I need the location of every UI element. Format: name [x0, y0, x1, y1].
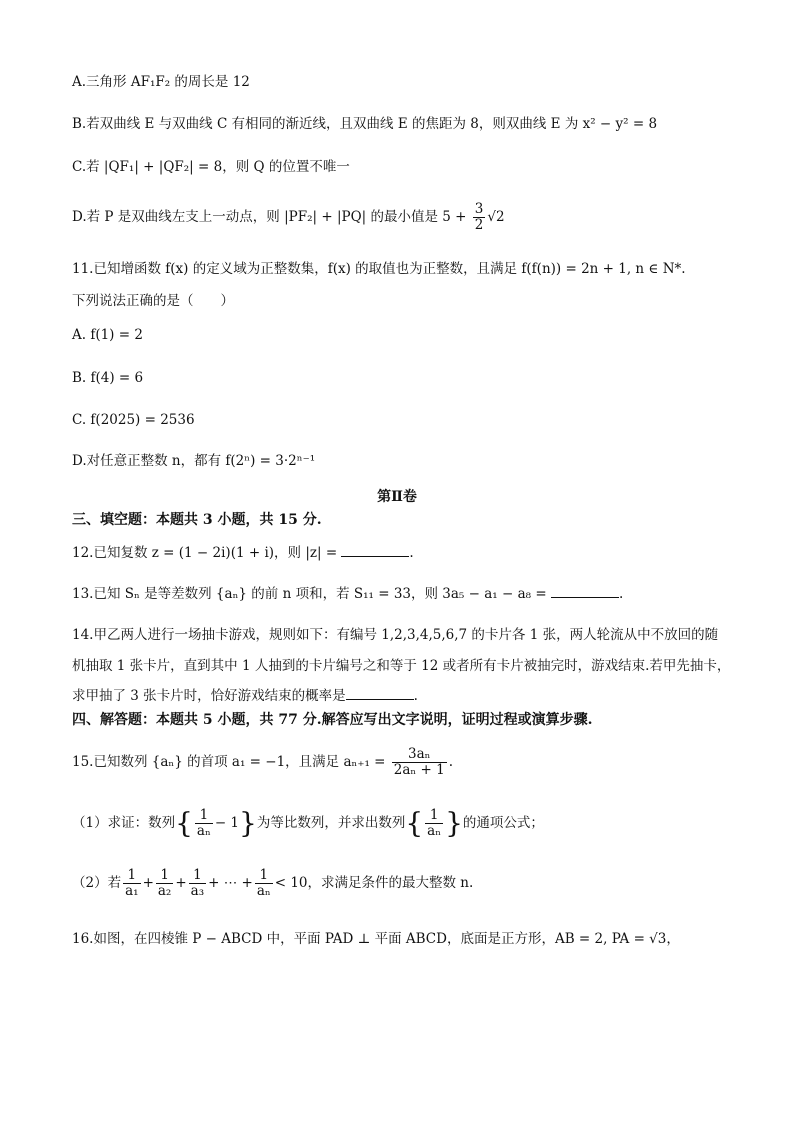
section3-heading: 三、填空题：本题共 3 小题，共 15 分.	[72, 512, 322, 528]
q15-part2-prefix: （2）若	[72, 875, 122, 891]
q12-answer-blank	[341, 544, 409, 557]
q10-option-c: C.若 |QF₁| + |QF₂| = 8，则 Q 的位置不唯一	[72, 159, 350, 175]
q15-stem-text: 15.已知数列 {aₙ} 的首项 a₁ = −1，且满足 aₙ₊₁ =	[72, 754, 390, 770]
q11-option-b: B. f(4) = 6	[72, 370, 144, 386]
q15-part2-fracn: $\frac{1}{\text{aₙ}}$	[256, 867, 271, 899]
q15-part1: （1）求证：数列{ $\frac{1}{\text{aₙ}}$ − 1}为等比数列，并求出数列{ $\frac{1}{\text{aₙ}}$ }的通项公式；	[72, 806, 544, 840]
q13: 13.已知 Sₙ 是等差数列 {aₙ} 的前 n 项和，若 S₁₁ = 33，则 3a₅ − a₁ − a₈ = .	[72, 586, 624, 602]
q15-part1-prefix: （1）求证：数列	[72, 815, 176, 831]
q14-line1: 14.甲乙两人进行一场抽卡游戏，规则如下：有编号 1,2,3,4,5,6,7 的卡片各 1 张，两人轮流从中不放回的随	[72, 627, 719, 643]
part2-title: 第Ⅱ卷	[377, 489, 417, 505]
q15-part2-frac1: $\frac{1}{\text{a₁}}$	[125, 867, 139, 899]
q11-option-c: C. f(2025) = 2536	[72, 412, 195, 428]
q15-part2-frac2: $\frac{1}{\text{a₂}}$	[157, 867, 172, 899]
q15-recurrence-fraction: $\frac{\text{3aₙ}}{\text{2aₙ + 1}}$	[393, 746, 445, 778]
q15-part2-dots: + ⋯ +	[208, 875, 253, 891]
q11-option-a: A. f(1) = 2	[72, 327, 143, 343]
q13-answer-blank	[551, 585, 619, 598]
q10-option-d-sqrt: √2	[487, 209, 505, 225]
q11-option-d: D.对任意正整数 n，都有 f(2ⁿ) = 3·2ⁿ⁻¹	[72, 453, 316, 469]
q15-part2: （2）若 $\frac{1}{\text{a₁}}$ + $\frac{1}{\text{a₂}}$ + $\frac{1}{\text{a₃}}$ + ⋯ + $\frac{1}{\text{aₙ}}$ < 10，求满足条件的最大整数 n.	[72, 867, 474, 899]
q15-part2-frac3: $\frac{1}{\text{a₃}}$	[190, 867, 205, 899]
q16-stem: 16.如图，在四棱锥 P − ABCD 中，平面 PAD ⊥ 平面 ABCD，底面是正方形，AB = 2, PA = √3，	[72, 931, 680, 947]
q15-part1-fraction2: $\frac{1}{\text{aₙ}}$	[427, 807, 442, 839]
q10-option-d-text: D.若 P 是双曲线左支上一动点，则 |PF₂| + |PQ| 的最小值是 5 +	[72, 209, 471, 225]
q13-text: 13.已知 Sₙ 是等差数列 {aₙ} 的前 n 项和，若 S₁₁ = 33，则 3a₅ − a₁ − a₈ =	[72, 586, 551, 602]
q15-stem: 15.已知数列 {aₙ} 的首项 a₁ = −1，且满足 aₙ₊₁ = $\frac{\text{3aₙ}}{\text{2aₙ + 1}}$ .	[72, 746, 454, 778]
q10-option-d	[72, 200, 505, 234]
q15-part1-minus-one: − 1	[214, 815, 240, 831]
section4-heading: 四、解答题：本题共 5 小题，共 77 分.解答应写出文字说明，证明过程或演算步骤.	[72, 712, 593, 728]
q15-part2-condition: < 10，求满足条件的最大整数 n.	[274, 875, 474, 891]
q11-stem-line1: 11.已知增函数 f(x) 的定义域为正整数集，f(x) 的取值也为正整数，且满足 f(f(n)) = 2n + 1, n ∈ N*.	[72, 261, 686, 277]
q14-line2: 机抽取 1 张卡片，直到其中 1 人抽到的卡片编号之和等于 12 或者所有卡片被抽完时，游戏结束.若甲先抽卡，	[72, 658, 731, 674]
q12-text: 12.已知复数 z = (1 − 2i)(1 + i)，则 |z| =	[72, 545, 342, 561]
q15-part1-fraction: $\frac{1}{\text{aₙ}}$	[196, 807, 211, 839]
q14-text: 求甲抽了 3 张卡片时，恰好游戏结束的概率是	[72, 688, 346, 704]
q14-line3: 求甲抽了 3 张卡片时，恰好游戏结束的概率是 .	[72, 688, 418, 704]
q10-option-d-fraction: $\frac{3}{2}$	[474, 201, 484, 233]
q15-part1-text: 为等比数列，并求出数列	[256, 815, 406, 831]
q14-answer-blank	[346, 687, 414, 700]
q12: 12.已知复数 z = (1 − 2i)(1 + i)，则 |z| = .	[72, 545, 414, 561]
q15-part1-end: 的通项公式；	[462, 815, 544, 831]
q10-option-a: A.三角形 AF₁F₂ 的周长是 12	[72, 74, 250, 90]
q10-option-b: B.若双曲线 E 与双曲线 C 有相同的渐近线，且双曲线 E 的焦距为 8，则双曲线 E 为 x² − y² = 8	[72, 116, 658, 132]
q11-stem-line2: 下列说法正确的是（ ）	[72, 293, 234, 309]
